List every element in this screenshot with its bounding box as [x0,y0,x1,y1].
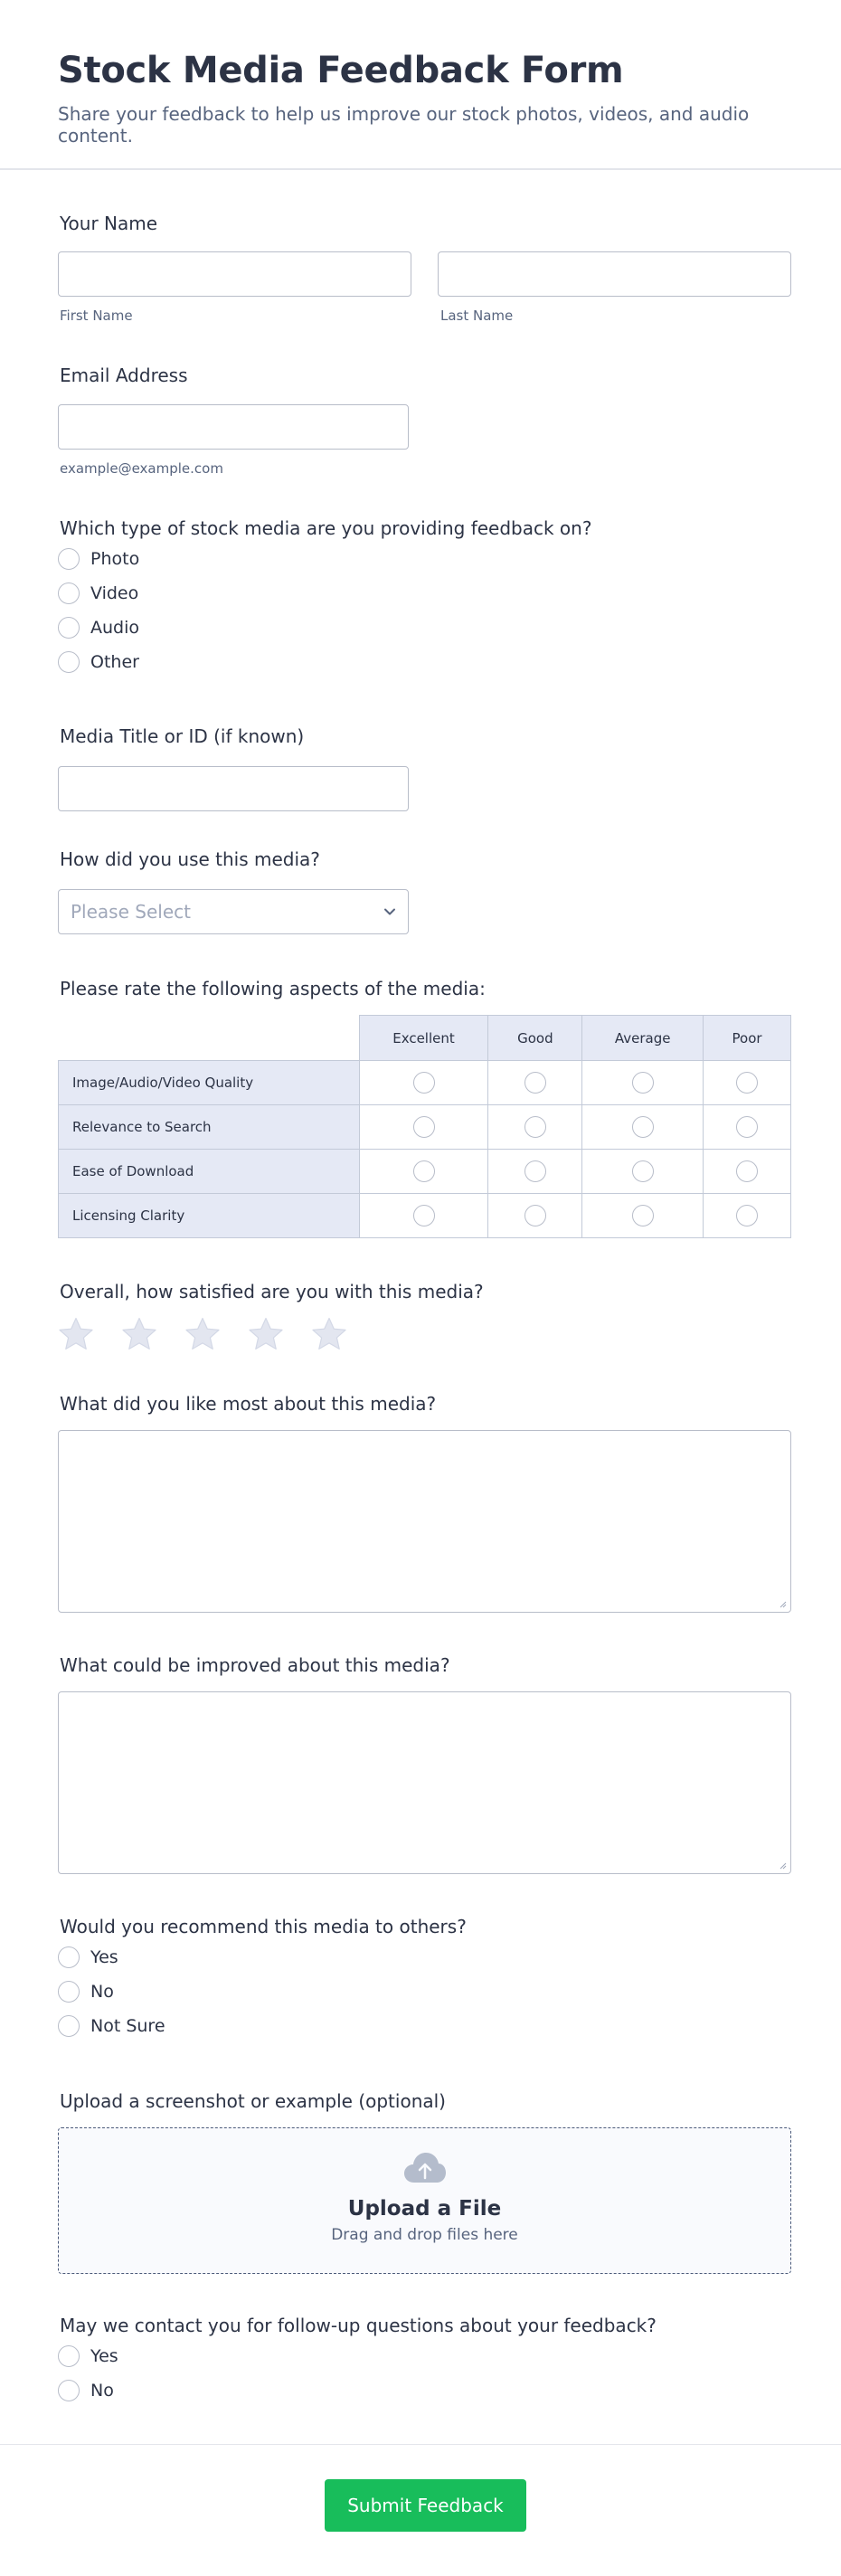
radio-button[interactable] [58,651,80,673]
matrix-radio[interactable] [413,1160,435,1182]
recommend-label: Would you recommend this media to others? [60,1916,467,1937]
liked-label: What did you like most about this media? [60,1393,437,1415]
media-title-field [58,724,783,748]
option-label: Yes [90,1947,118,1967]
last-name-sublabel: Last Name [440,308,514,324]
matrix-row [59,1105,791,1150]
form-footer [0,2444,841,2569]
matrix-radio[interactable] [736,1160,758,1182]
matrix-column-header: Excellent [359,1016,488,1061]
matrix-row-label: Licensing Clarity [59,1194,360,1238]
form-title: Stock Media Feedback Form [58,50,624,91]
matrix-row-label: Image/Audio/Video Quality [59,1061,360,1105]
upload-subtitle: Drag and drop files here [331,2226,518,2244]
usage-select[interactable] [58,889,409,934]
satisfaction-field [58,1280,783,1303]
upload-field [58,2089,783,2113]
star-icon[interactable] [184,1316,221,1352]
name-label: Your Name [60,213,158,234]
matrix-radio[interactable] [736,1205,758,1226]
matrix-radio[interactable] [632,1072,654,1094]
matrix-row [59,1194,791,1238]
liked-textarea[interactable] [58,1430,791,1613]
name-field [58,212,783,235]
usage-placeholder: Please Select [71,901,191,923]
matrix-radio[interactable] [413,1116,435,1138]
recommend-option-no[interactable] [58,1979,114,2004]
radio-button[interactable] [58,2345,80,2367]
star-icon[interactable] [311,1316,347,1352]
matrix-radio[interactable] [413,1072,435,1094]
satisfaction-label: Overall, how satisfied are you with this media? [60,1281,484,1302]
matrix-column-header: Average [582,1016,704,1061]
matrix-radio[interactable] [632,1160,654,1182]
usage-label: How did you use this media? [60,848,320,870]
improve-textarea[interactable] [58,1691,791,1874]
matrix-column-header: Poor [704,1016,791,1061]
matrix-corner [59,1016,360,1061]
radio-button[interactable] [58,2380,80,2401]
form-header [0,0,841,170]
radio-button[interactable] [58,1981,80,2003]
radio-button[interactable] [58,582,80,604]
option-label: No [90,2381,114,2401]
recommend-option-yes[interactable] [58,1945,118,1970]
contact-field [58,2314,783,2337]
last-name-input[interactable] [438,251,791,297]
submit-button[interactable]: Submit Feedback [325,2479,526,2532]
star-icon[interactable] [58,1316,94,1352]
email-input[interactable] [58,404,409,450]
first-name-input[interactable] [58,251,411,297]
matrix-column-header: Good [488,1016,582,1061]
matrix-row [59,1061,791,1105]
rating-matrix-label: Please rate the following aspects of the media: [60,978,486,999]
matrix-radio[interactable] [632,1205,654,1226]
media-type-field [58,516,783,540]
media-type-option-video[interactable] [58,581,138,606]
chevron-down-icon [383,904,397,919]
resize-grip-icon[interactable] [778,1599,787,1608]
resize-grip-icon[interactable] [778,1861,787,1870]
media-type-option-other[interactable] [58,649,139,675]
media-title-label: Media Title or ID (if known) [60,725,305,747]
radio-button[interactable] [58,1946,80,1968]
option-label: Audio [90,618,140,638]
option-label: Video [90,583,139,603]
rating-matrix-field [58,977,783,1000]
usage-field [58,848,783,871]
matrix-radio[interactable] [413,1205,435,1226]
radio-button[interactable] [58,2015,80,2037]
star-icon[interactable] [121,1316,157,1352]
option-label: No [90,1982,114,2002]
radio-button[interactable] [58,548,80,570]
matrix-radio[interactable] [524,1072,546,1094]
option-label: Other [90,652,139,672]
media-type-option-audio[interactable] [58,615,139,640]
file-upload-dropzone[interactable] [58,2127,791,2274]
option-label: Photo [90,549,140,569]
form-subtitle: Share your feedback to help us improve our stock photos, videos, and audio content. [58,103,750,147]
recommend-option-not-sure[interactable] [58,2013,165,2039]
upload-title: Upload a File [347,2197,502,2221]
matrix-radio[interactable] [736,1116,758,1138]
star-icon[interactable] [248,1316,284,1352]
email-label: Email Address [60,365,188,386]
matrix-row-label: Relevance to Search [59,1105,360,1150]
matrix-radio[interactable] [524,1205,546,1226]
matrix-radio[interactable] [632,1116,654,1138]
form-body [0,170,841,2569]
improve-field [58,1653,783,1677]
rating-matrix [58,1015,791,1238]
matrix-row-label: Ease of Download [59,1150,360,1194]
media-title-input[interactable] [58,766,409,811]
option-label: Yes [90,2346,118,2366]
contact-label: May we contact you for follow-up questions about your feedback? [60,2315,657,2336]
matrix-radio[interactable] [524,1116,546,1138]
email-sublabel: example@example.com [60,460,223,477]
media-type-label: Which type of stock media are you providing feedback on? [60,517,592,539]
upload-label: Upload a screenshot or example (optional) [60,2090,446,2112]
matrix-radio[interactable] [736,1072,758,1094]
recommend-field [58,1915,783,1938]
star-rating [58,1316,347,1352]
improve-label: What could be improved about this media? [60,1654,450,1676]
contact-option-no[interactable] [58,2378,114,2403]
first-name-sublabel: First Name [60,308,133,324]
liked-field [58,1392,783,1416]
option-label: Not Sure [90,2016,165,2036]
media-type-option-photo[interactable] [58,546,139,572]
matrix-row [59,1150,791,1194]
cloud-upload-icon [402,2150,448,2188]
email-field [58,364,783,387]
matrix-radio[interactable] [524,1160,546,1182]
radio-button[interactable] [58,617,80,639]
contact-option-yes[interactable] [58,2344,118,2369]
